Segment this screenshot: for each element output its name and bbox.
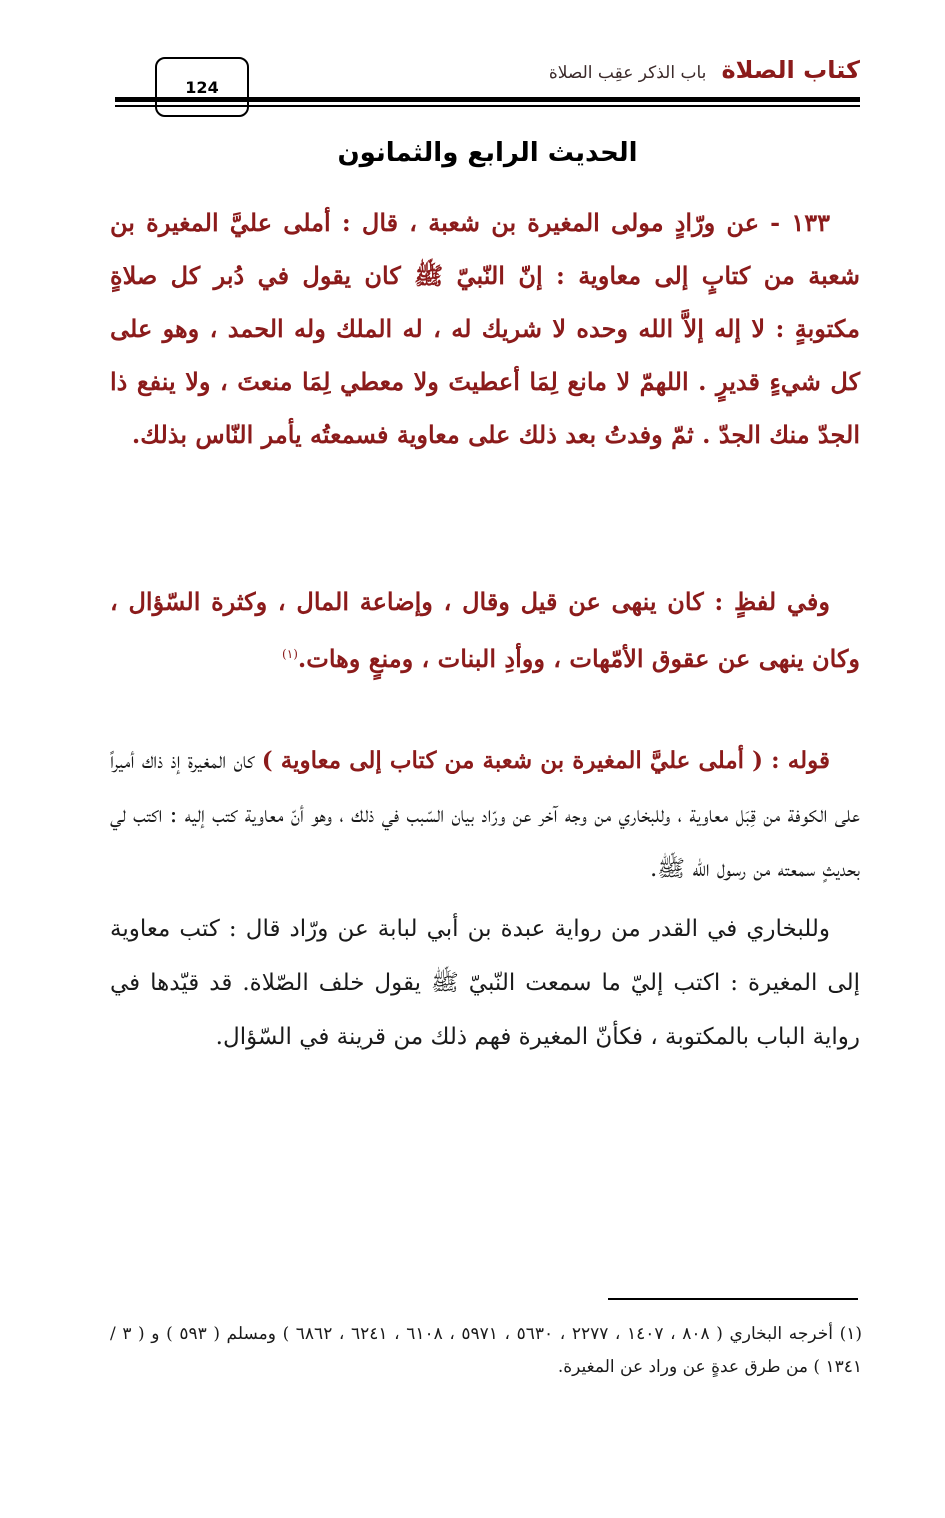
commentary-text-1: كان المغيرة إذ ذاك أميراً على الكوفة من قِبَل معاوية ، وللبخاري من وجه آخر عن ورّاد بيان السّبب في ذلك ، وهو أنّ معاوية كتب إليه : اكتب لي بحديثٍ سمعته من رسول الله ﷺ.: [110, 748, 860, 882]
hadith-text: ١٣٣ - عن ورّادٍ مولى المغيرة بن شعبة ، قال : أملى عليَّ المغيرة بن شعبة من كتابٍ إلى معاوية : إنّ النّبيّ ﷺ كان يقول في دُبر كل صلاةٍ مكتوبةٍ : لا إله إلاَّ الله وحده لا شريك له ، له الملك وله الحمد ، وهو على كل شيءٍ قديرٍ . اللهمّ لا مانع لِمَا أعطيتَ ولا معطي لِمَا منعتَ ، ولا ينفع ذا الجدّ منك الجدّ . ثمّ وفدتُ بعد ذلك على معاوية فسمعتُه يأمر النّاس بذلك.: [110, 208, 860, 449]
footnote-block: [110, 1318, 862, 1384]
book-title: كتاب الصلاة: [721, 56, 860, 84]
hadith-text-block: [110, 196, 860, 461]
commentary-quote: قوله : ( أملى عليَّ المغيرة بن شعبة من كتاب إلى معاوية ): [261, 747, 830, 774]
page-number-box: [155, 57, 249, 117]
variant-text: وفي لفظٍ : كان ينهى عن قيل وقال ، وإضاعة المال ، وكثرة السّؤال ، وكان ينهى عن عقوق الأمّهات ، ووأدِ البنات ، ومنعٍ وهات.: [110, 587, 860, 673]
page-number: 124: [185, 77, 219, 97]
footnote-text: (١) أخرجه البخاري ( ٨٠٨ ، ١٤٠٧ ، ٢٢٧٧ ، ٥٦٣٠ ، ٥٩٧١ ، ٦١٠٨ ، ٦٢٤١ ، ٦٨٦٢ ) ومسلم ( ٥٩٣ ) و ( ٣ / ١٣٤١ ) من طرق عدةٍ عن وراد عن المغيرة.: [110, 1324, 862, 1377]
header-rule-thin: [115, 105, 860, 107]
footnote-divider: [608, 1298, 858, 1300]
footnote-marker: (١): [282, 647, 298, 661]
running-title: [549, 56, 860, 84]
variant-paragraph: [110, 575, 860, 685]
chapter-title: باب الذكر عقِب الصلاة: [548, 63, 707, 83]
variant-text-block: [110, 575, 860, 685]
section-heading: الحديث الرابع والثمانون: [337, 138, 638, 168]
header-rule-thick: [115, 97, 860, 102]
commentary-paragraph-2: وللبخاري في القدر من رواية عبدة بن أبي لبابة عن ورّاد قال : كتب معاوية إلى المغيرة : اكتب إليّ ما سمعت النّبيّ ﷺ يقول خلف الصّلاة. قد قيّدها في رواية الباب بالمكتوبة ، فكأنّ المغيرة فهم ذلك من قرينة في السّؤال.: [110, 916, 860, 1050]
commentary-block: [110, 734, 860, 1064]
commentary-paragraph-1: [110, 734, 860, 896]
page-header: [115, 52, 860, 118]
